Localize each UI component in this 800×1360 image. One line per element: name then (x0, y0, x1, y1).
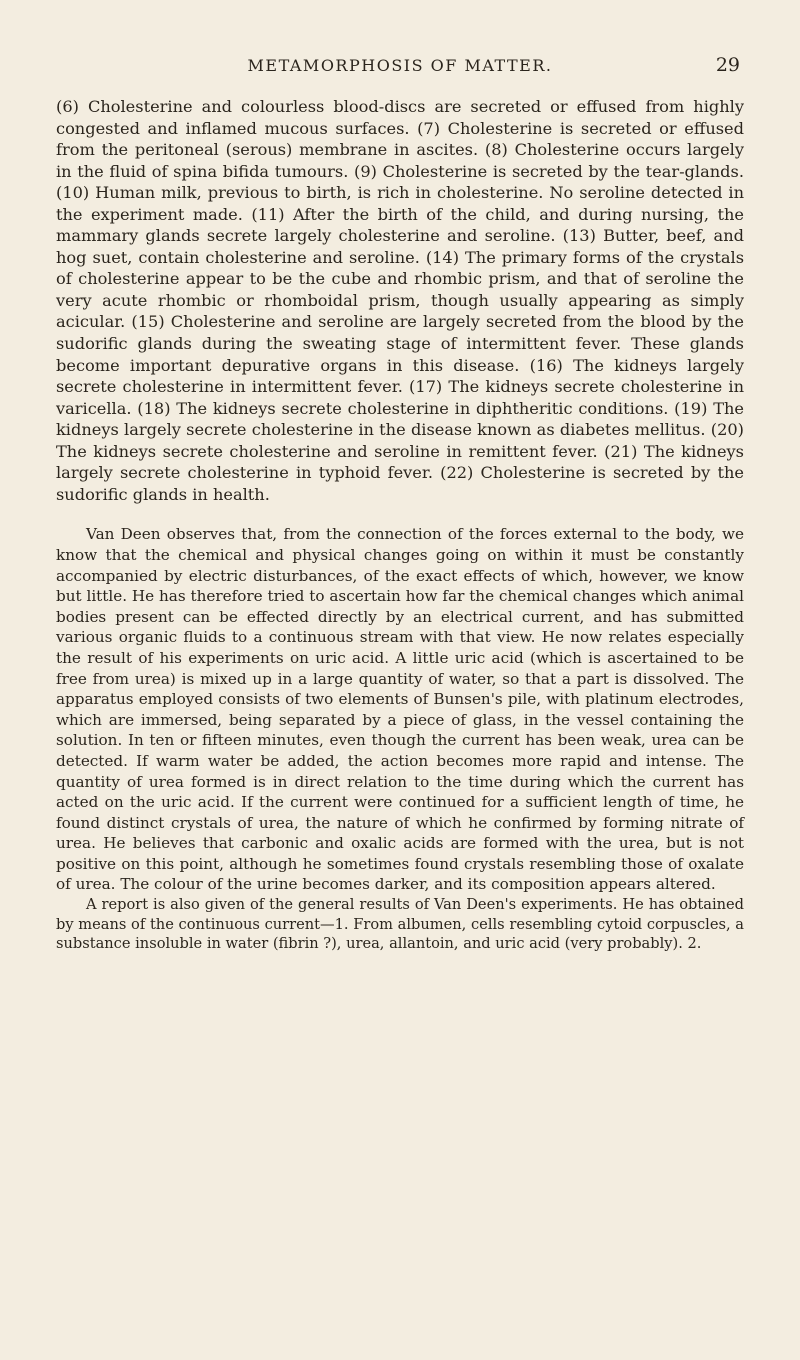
page-number: 29 (715, 54, 740, 76)
paragraph-van-deen: Van Deen observes that, from the connection of the forces external to the body, we know that the chemical and physical changes going on within it must be constantly accompanied by electric disturbances, of the exact effects of which, however, we know but little. He has therefore tried to ascertain how far the chemical changes which animal bodies present can be effected directly by an electrical current, and has submitted various organic fluids to a continuous stream with that view. He now relates especially the result of his experiments on uric acid. A little uric acid (which is ascertained to be free from urea) is mixed up in a large quantity of water, so that a part is dissolved. The apparatus employed consists of two elements of Bunsen's pile, with platinum electrodes, which are immersed, being separated by a piece of glass, in the vessel containing the solution. In ten or fifteen minutes, even though the current has been weak, urea can be detected. If warm water be added, the action becomes more rapid and intense. The quantity of urea formed is in direct relation to the time during which the current has acted on the uric acid. If the current were continued for a sufficient length of time, he found distinct crystals of urea, the nature of which he confirmed by forming nitrate of urea. He believes that carbonic and oxalic acids are formed with the urea, but is not positive on this point, although he sometimes found crystals resembling those of oxalate of urea. The colour of the urine becomes darker, and its composition appears altered. (56, 525, 744, 894)
paragraph-report: A report is also given of the general results of Van Deen's experiments. He has obtained by means of the continuous current—1. From albumen, cells resembling cytoid corpuscles, a substance insoluble in water (fibrin ?), urea, allantoin, and uric acid (very probably). 2. (56, 896, 744, 953)
running-title: METAMORPHOSIS OF MATTER. (247, 56, 553, 75)
body-text (56, 96, 744, 954)
paragraph-cholesterine-findings: (6) Cholesterine and colourless blood-discs are secreted or effused from highly congested and inflamed mucous surfaces. (7) Cholesterine is secreted or effused from the peritoneal (serous) membrane in ascites. (8) Cholesterine occurs largely in the fluid of spina bifida tumours. (9) Cholesterine is secreted by the tear-glands. (10) Human milk, previous to birth, is rich in cholesterine. No seroline detected in the experiment made. (11) After the birth of the child, and during nursing, the mammary glands secrete largely cholesterine and seroline. (13) Butter, beef, and hog suet, contain cholesterine and seroline. (14) The primary forms of the crystals of cholesterine appear to be the cube and rhombic prism, and that of seroline the very acute rhombic or rhomboidal prism, though usually appearing as simply acicular. (15) Cholesterine and seroline are largely secreted from the blood by the sudorific glands during the sweating stage of intermittent fever. These glands become important depurative organs in this disease. (16) The kidneys largely secrete cholesterine in intermittent fever. (17) The kidneys secrete cholesterine in varicella. (18) The kidneys secrete cholesterine in diphtheritic conditions. (19) The kidneys largely secrete cholesterine in the disease known as diabetes mellitus. (20) The kidneys secrete cholesterine and seroline in remittent fever. (21) The kidneys largely secrete cholesterine in typhoid fever. (22) Cholesterine is secreted by the sudorific glands in health. (56, 97, 744, 504)
running-head (60, 56, 740, 80)
